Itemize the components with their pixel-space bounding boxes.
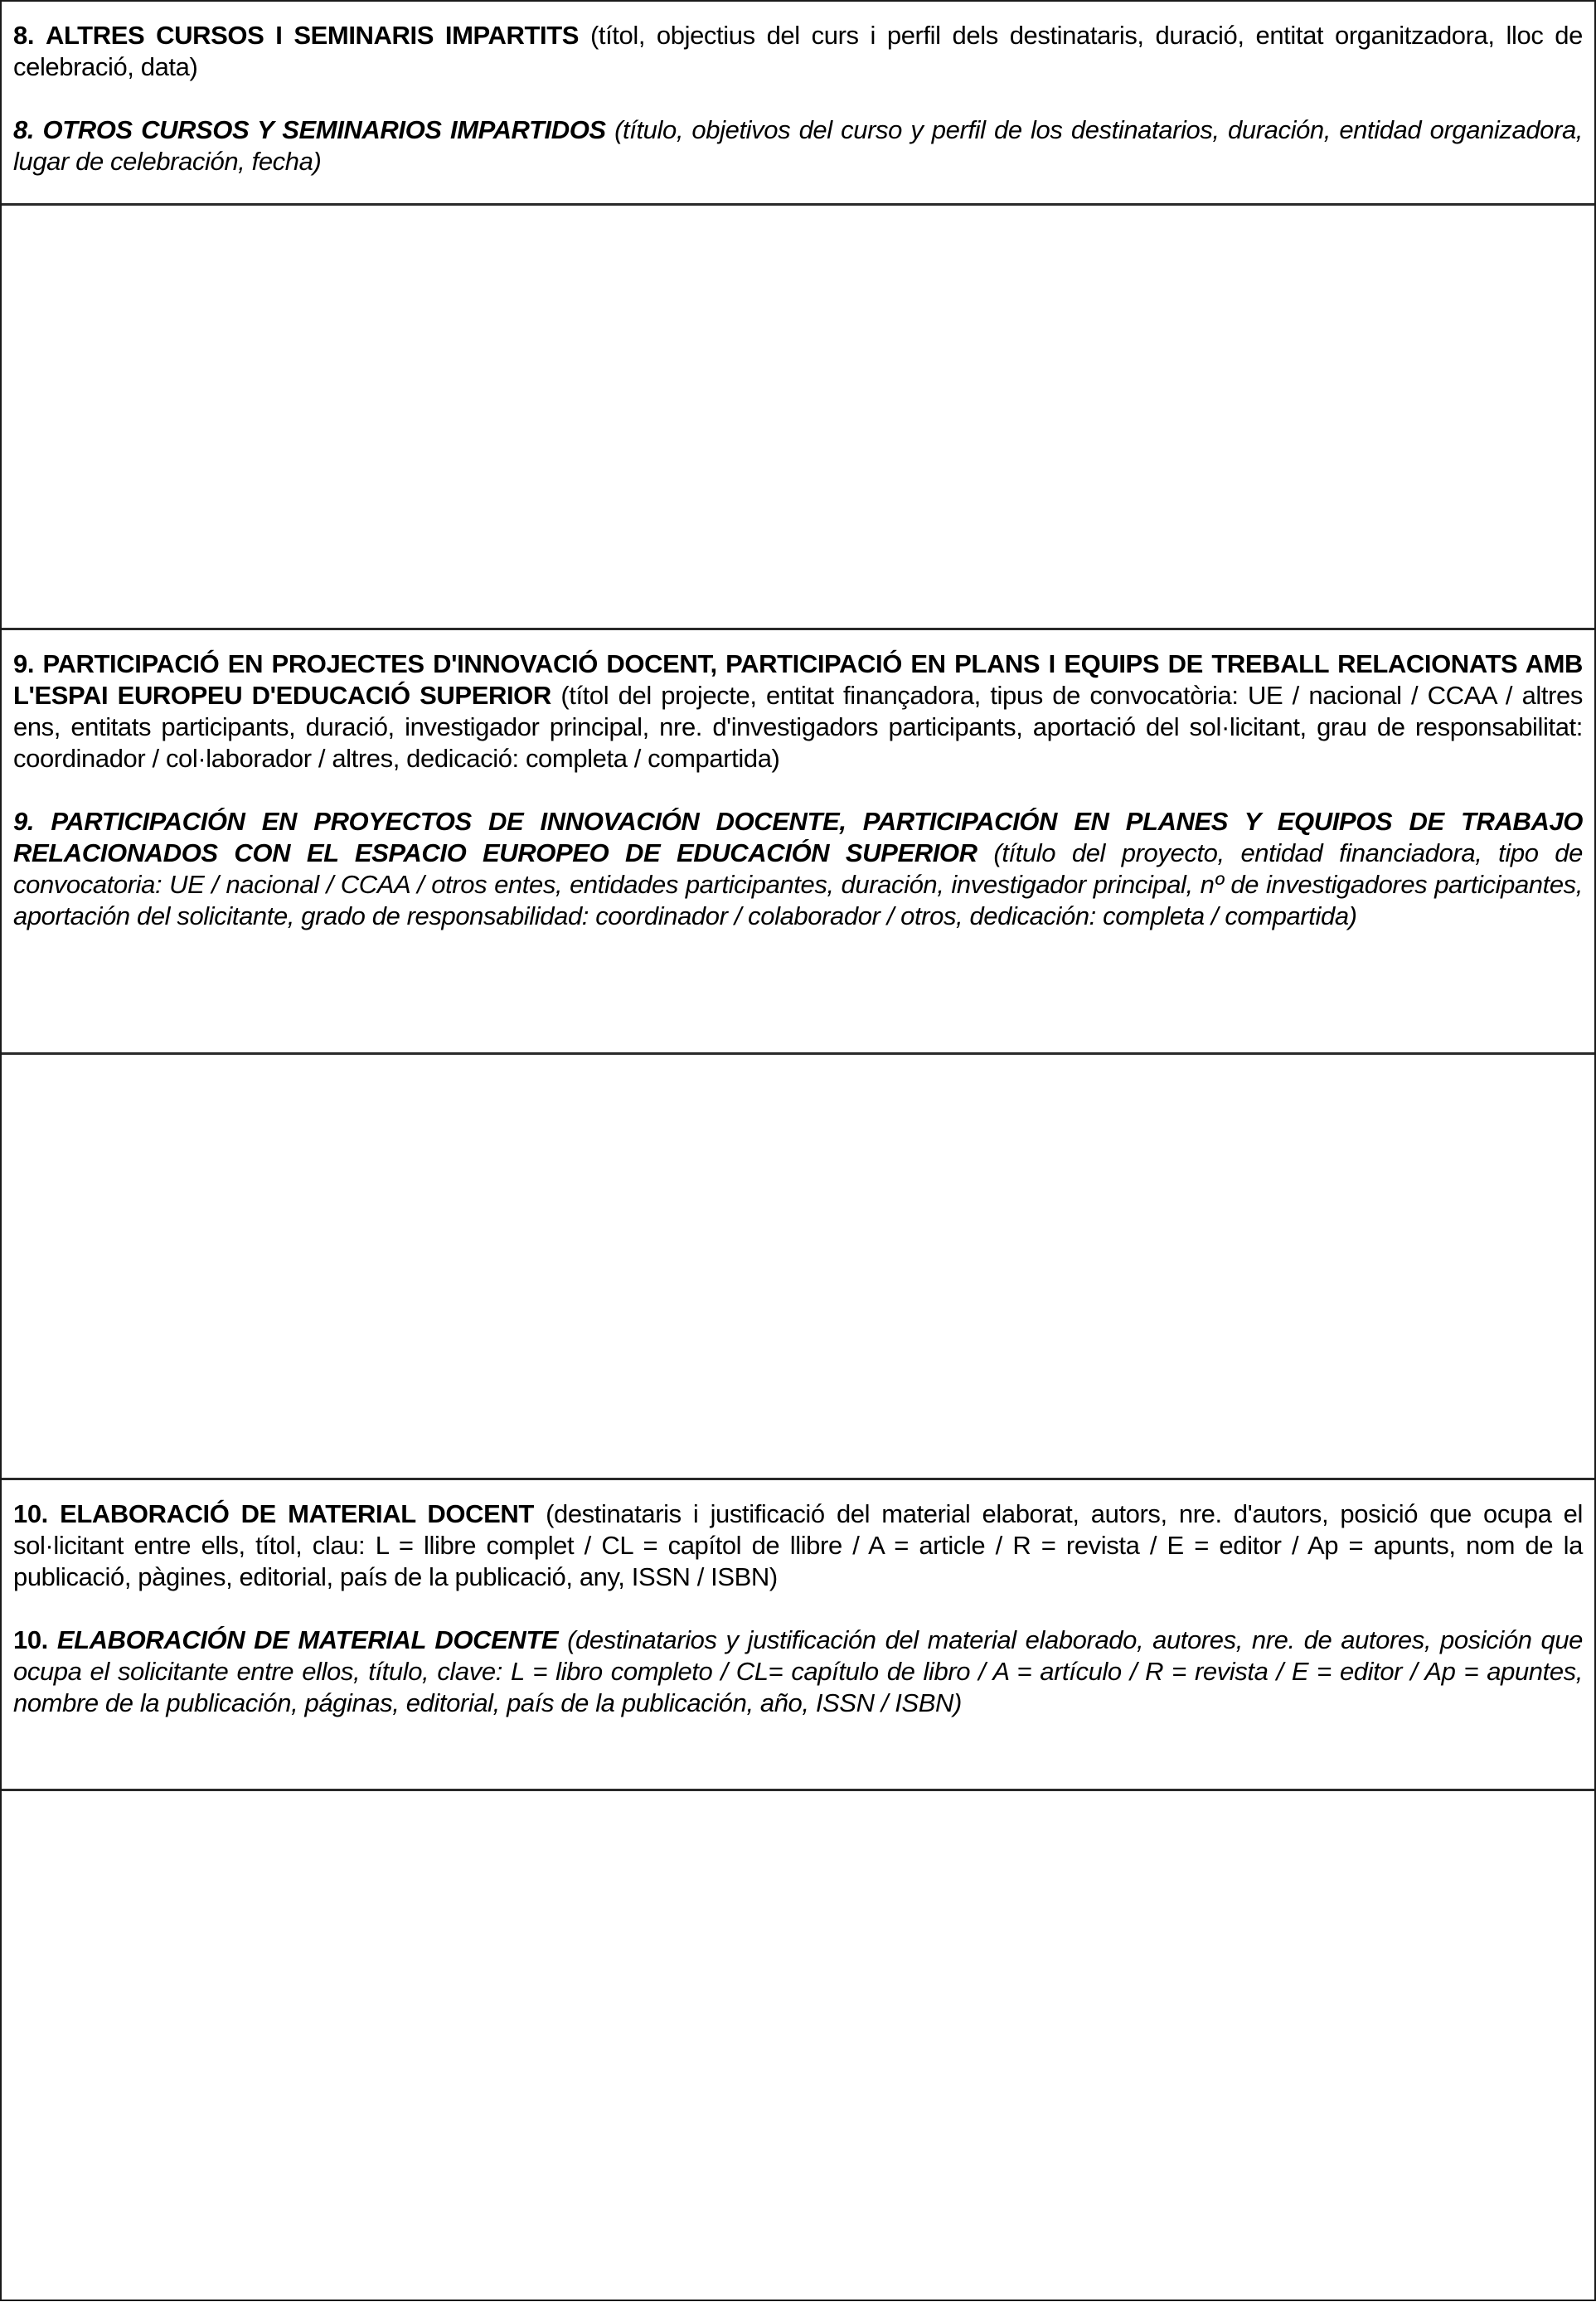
section-10-answer-field[interactable] [2, 1791, 1594, 2300]
section-title: PARTICIPACIÓN EN PROYECTOS DE INNOVACIÓN DOCENTE, PARTICIPACIÓN EN PLANES Y EQUIPOS DE TRABAJO RELACIONADOS CON EL ESPACIO EUROPEO DE EDUCACIÓN SUPERIOR [13, 807, 1584, 867]
section-description: (destinatarios y justificación del material elaborado, autores, nre. de autores, posición que ocupa el solicitante entre ellos, título, clave: L = libro completo / CL= capítulo de libro / A = artículo / R = revista / E = editor / Ap = apuntes, nombre de la publicación, páginas, editorial, país de la publicación, año, ISSN / ISBN) [13, 1625, 1584, 1717]
section-number: 10. [13, 1625, 48, 1654]
section-title: PARTICIPACIÓ EN PROJECTES D'INNOVACIÓ DOCENT, PARTICIPACIÓ EN PLANS I EQUIPS DE TREBALL RELACIONATS AMB L'ESPAI EUROPEU D'EDUCACIÓ SUPERIOR [13, 649, 1583, 710]
section-number: 9. [13, 807, 35, 836]
section-title: ELABORACIÓ DE MATERIAL DOCENT [60, 1499, 534, 1528]
section-9-title-spanish [13, 806, 1583, 932]
section-8-title-catalan [13, 20, 1583, 83]
section-9-header [2, 630, 1594, 1055]
section-description: (títol del projecte, entitat finançadora, tipus de convocatòria: UE / nacional / CCAA / altres ens, entitats participants, duració, investigador principal, nre. d'investigadors participants, aportació del sol·licitant, grau de responsabilitat: coordinador / col·laborador / altres, dedicació: completa / compartida) [13, 681, 1583, 773]
section-number: 8. [13, 21, 35, 50]
section-description: (título, objetivos del curso y perfil de los destinatarios, duración, entidad organizadora, lugar de celebración, fecha) [13, 115, 1583, 176]
section-title: ALTRES CURSOS I SEMINARIS IMPARTITS [45, 21, 580, 50]
section-description: (destinataris i justificació del material elaborat, autors, nre. d'autors, posició que ocupa el sol·licitant entre ells, títol, clau: L = llibre complet / CL = capítol de llibre / A = article / R = revista / E = editor / Ap = apunts, nom de la publicació, pàgines, editorial, país de la publicació, any, ISSN / ISBN) [13, 1499, 1583, 1591]
section-10-title-catalan [13, 1498, 1583, 1593]
section-8-title-spanish [13, 114, 1583, 177]
section-number: 10. [13, 1499, 48, 1528]
section-description: (título del proyecto, entidad financiadora, tipo de convocatoria: UE / nacional / CCAA / otros entes, entidades participantes, duración, investigador principal, nº de investigadores participantes, aportación del solicitante, grado de responsabilidad: coordinador / colaborador / otros, dedicación: completa / compartida) [13, 838, 1583, 930]
section-number: 8. [13, 115, 35, 144]
section-10-title-spanish [13, 1625, 1583, 1719]
section-description: (títol, objectius del curs i perfil dels destinataris, duració, entitat organitzadora, lloc de celebració, data) [13, 21, 1583, 81]
section-9-answer-field[interactable] [2, 1055, 1594, 1480]
section-10-header [2, 1480, 1594, 1791]
section-title: OTROS CURSOS Y SEMINARIOS IMPARTIDOS [42, 115, 606, 144]
section-9-title-catalan [13, 648, 1583, 775]
section-8-answer-field[interactable] [2, 206, 1594, 630]
section-number: 9. [13, 649, 35, 678]
section-title: ELABORACIÓN DE MATERIAL DOCENTE [56, 1625, 559, 1654]
section-8-header [2, 2, 1594, 206]
